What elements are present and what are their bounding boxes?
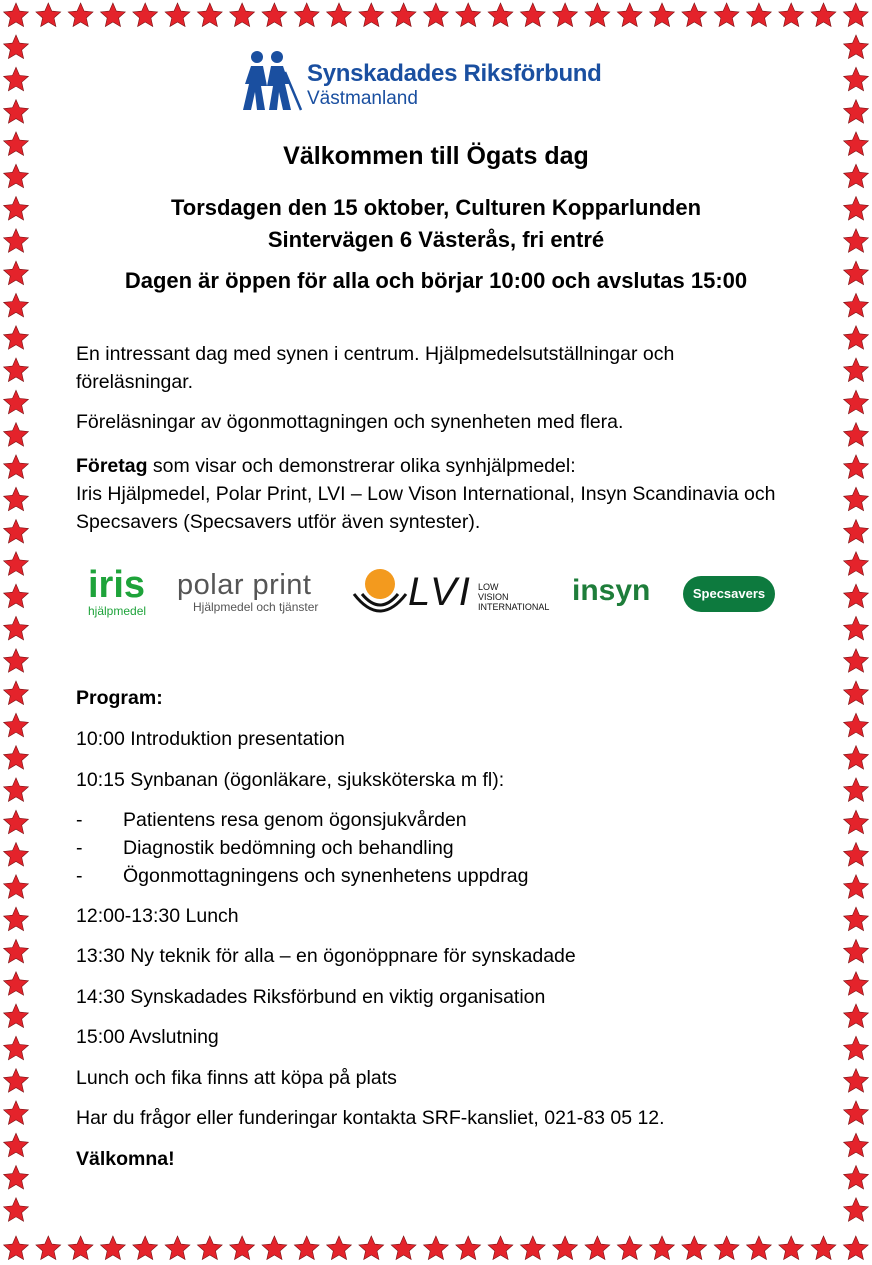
border-star-icon (133, 3, 158, 27)
border-star-icon (650, 3, 675, 27)
border-star-icon (101, 3, 126, 27)
program-item-lunch: 12:00-13:30 Lunch (76, 905, 239, 927)
program-sub-item (76, 834, 796, 862)
border-star-icon (4, 843, 29, 867)
border-star-icon (294, 3, 319, 27)
srf-logo (237, 50, 657, 114)
border-star-icon (844, 229, 869, 253)
lvi-logo-word: LVI (408, 570, 472, 614)
flyer-page (32, 32, 840, 1233)
event-date-line: Torsdagen den 15 oktober, Culturen Kopparlunden (170, 195, 702, 220)
border-star-icon (4, 1036, 29, 1060)
border-star-icon (4, 1166, 29, 1190)
lvi-sub-low: LOW (478, 582, 499, 592)
border-star-icon (811, 1236, 836, 1260)
border-star-icon (4, 746, 29, 770)
program-sub-item (76, 862, 796, 890)
border-star-icon (4, 1198, 29, 1222)
border-star-icon (844, 132, 869, 156)
iris-logo (88, 566, 146, 618)
border-star-icon (4, 1236, 29, 1260)
border-star-icon (844, 326, 869, 350)
border-star-icon (4, 875, 29, 899)
border-star-icon (488, 3, 513, 27)
program-sub-item-text: Ögonmottagningens och synenhetens uppdrag (123, 865, 529, 887)
border-star-icon (844, 455, 869, 479)
border-star-icon (4, 552, 29, 576)
border-star-icon (844, 552, 869, 576)
border-star-icon (844, 390, 869, 414)
border-star-icon (844, 1004, 869, 1028)
border-star-icon (4, 939, 29, 963)
iris-logo-word: iris (88, 564, 146, 606)
specsavers-logo (683, 576, 775, 612)
border-star-icon (4, 810, 29, 834)
org-name: Synskadades Riksförbund (307, 60, 602, 87)
border-star-icon (844, 649, 869, 673)
polar-print-logo (177, 570, 318, 614)
border-star-icon (520, 3, 545, 27)
border-star-icon (844, 261, 869, 285)
border-star-icon (359, 3, 384, 27)
border-star-icon (844, 423, 869, 447)
border-star-icon (36, 3, 61, 27)
border-star-icon (682, 3, 707, 27)
insyn-logo-word: insyn (572, 574, 651, 607)
border-star-icon (4, 1133, 29, 1157)
food-note: Lunch och fika finns att köpa på plats (76, 1067, 397, 1089)
border-star-icon (844, 197, 869, 221)
border-star-icon (844, 164, 869, 188)
border-star-icon (424, 1236, 449, 1260)
border-star-icon (4, 423, 29, 447)
border-star-icon (4, 907, 29, 931)
border-star-icon (4, 713, 29, 737)
border-star-icon (230, 3, 255, 27)
border-star-icon (68, 1236, 93, 1260)
polar-print-logo-word: polar print (177, 569, 312, 601)
border-star-icon (456, 3, 481, 27)
border-star-icon (36, 1236, 61, 1260)
border-star-icon (359, 1236, 384, 1260)
border-star-icon (4, 778, 29, 802)
border-star-icon (844, 520, 869, 544)
border-star-icon (585, 1236, 610, 1260)
border-star-icon (4, 261, 29, 285)
border-star-icon (844, 1166, 869, 1190)
sponsor-logos (76, 560, 796, 630)
border-star-icon (197, 3, 222, 27)
border-star-icon (844, 584, 869, 608)
border-star-icon (4, 1069, 29, 1093)
border-star-icon (844, 293, 869, 317)
border-star-icon (650, 1236, 675, 1260)
program-item-1500: 15:00 Avslutning (76, 1026, 219, 1048)
border-star-icon (844, 67, 869, 91)
border-star-icon (4, 132, 29, 156)
closing-greeting: Välkomna! (76, 1148, 175, 1170)
border-star-icon (843, 1236, 868, 1260)
border-star-icon (844, 681, 869, 705)
border-star-icon (844, 1101, 869, 1125)
border-star-icon (230, 1236, 255, 1260)
border-star-icon (4, 293, 29, 317)
border-star-icon (4, 487, 29, 511)
border-star-icon (327, 3, 352, 27)
border-star-icon (294, 1236, 319, 1260)
border-star-icon (4, 681, 29, 705)
event-date-place (32, 192, 840, 256)
border-star-icon (844, 1133, 869, 1157)
border-star-icon (844, 843, 869, 867)
specsavers-logo-word: Specsavers (683, 576, 775, 612)
lectures-paragraph: Föreläsningar av ögonmottagningen och synenheten med flera. (76, 411, 624, 433)
border-star-icon (779, 3, 804, 27)
border-star-icon (811, 3, 836, 27)
border-star-icon (262, 3, 287, 27)
border-star-icon (4, 390, 29, 414)
border-star-icon (585, 3, 610, 27)
companies-paragraph (76, 452, 796, 536)
border-star-icon (133, 1236, 158, 1260)
page-title: Välkommen till Ögats dag (283, 142, 589, 170)
border-star-icon (4, 520, 29, 544)
border-star-icon (165, 3, 190, 27)
dash-marker: - (76, 865, 83, 887)
border-star-icon (391, 1236, 416, 1260)
border-star-icon (327, 1236, 352, 1260)
lvi-sub-international: INTERNATIONAL (478, 602, 550, 612)
border-star-icon (553, 3, 578, 27)
border-star-icon (4, 972, 29, 996)
border-star-icon (844, 972, 869, 996)
border-star-icon (520, 1236, 545, 1260)
border-star-icon (844, 875, 869, 899)
border-star-icon (747, 1236, 772, 1260)
border-star-icon (844, 810, 869, 834)
border-star-icon (844, 35, 869, 59)
border-star-icon (4, 1004, 29, 1028)
program-sub-item-text: Diagnostik bedömning och behandling (123, 837, 454, 859)
border-star-icon (4, 1101, 29, 1125)
border-star-icon (844, 1036, 869, 1060)
border-star-icon (424, 3, 449, 27)
srf-logo-figures-icon (237, 50, 303, 112)
iris-logo-subtitle: hjälpmedel (88, 604, 147, 618)
border-star-icon (4, 197, 29, 221)
lvi-sun-icon (350, 568, 410, 618)
opening-hours: Dagen är öppen för alla och börjar 10:00 och avslutas 15:00 (124, 268, 748, 293)
border-star-icon (553, 1236, 578, 1260)
border-star-icon (4, 229, 29, 253)
border-star-icon (844, 778, 869, 802)
border-star-icon (4, 584, 29, 608)
border-star-icon (844, 487, 869, 511)
companies-list: Iris Hjälpmedel, Polar Print, LVI – Low Vison International, Insyn Scandinavia och Specsavers (Specsavers utför även syntester). (76, 483, 776, 533)
org-region: Västmanland (307, 88, 418, 109)
border-star-icon (4, 67, 29, 91)
border-star-icon (714, 1236, 739, 1260)
intro-paragraph: En intressant dag med synen i centrum. Hjälpmedelsutställningar och föreläsningar. (76, 343, 675, 393)
border-star-icon (844, 746, 869, 770)
border-star-icon (4, 164, 29, 188)
border-star-icon (844, 1069, 869, 1093)
border-star-icon (101, 1236, 126, 1260)
border-star-icon (456, 1236, 481, 1260)
border-star-icon (4, 100, 29, 124)
border-star-icon (682, 1236, 707, 1260)
border-star-icon (4, 326, 29, 350)
dash-marker: - (76, 809, 83, 831)
program-item-1330: 13:30 Ny teknik för alla – en ögonöppnare för synskadade (76, 945, 576, 967)
border-star-icon (714, 3, 739, 27)
border-star-icon (4, 3, 29, 27)
border-star-icon (391, 3, 416, 27)
border-star-icon (4, 358, 29, 382)
border-star-icon (844, 907, 869, 931)
program-sub-item-text: Patientens resa genom ögonsjukvården (123, 809, 467, 831)
star-border-left (0, 32, 32, 1233)
program-sub-item (76, 806, 796, 834)
border-star-icon (844, 100, 869, 124)
border-star-icon (844, 358, 869, 382)
border-star-icon (779, 1236, 804, 1260)
companies-label: Företag (76, 455, 148, 477)
event-address-line: Sintervägen 6 Västerås, fri entré (267, 227, 605, 252)
border-star-icon (843, 3, 868, 27)
polar-print-logo-subtitle: Hjälpmedel och tjänster (193, 600, 319, 614)
program-item-1015: 10:15 Synbanan (ögonläkare, sjuksköterska m fl): (76, 769, 505, 791)
border-star-icon (488, 1236, 513, 1260)
program-item-1000: 10:00 Introduktion presentation (76, 728, 345, 750)
star-border-right (840, 32, 872, 1233)
star-border-top (0, 0, 872, 32)
border-star-icon (617, 1236, 642, 1260)
border-star-icon (844, 713, 869, 737)
border-star-icon (4, 455, 29, 479)
companies-intro: som visar och demonstrerar olika synhjälpmedel: (147, 455, 576, 477)
lvi-logo-subtitle (478, 582, 549, 612)
border-star-icon (165, 1236, 190, 1260)
border-star-icon (844, 939, 869, 963)
border-star-icon (4, 35, 29, 59)
border-star-icon (197, 1236, 222, 1260)
dash-marker: - (76, 837, 83, 859)
border-star-icon (747, 3, 772, 27)
border-star-icon (844, 616, 869, 640)
lvi-logo (350, 568, 556, 624)
insyn-logo (572, 574, 650, 608)
border-star-icon (844, 1198, 869, 1222)
border-star-icon (262, 1236, 287, 1260)
border-star-icon (4, 649, 29, 673)
program-item-1430: 14:30 Synskadades Riksförbund en viktig organisation (76, 986, 546, 1008)
border-star-icon (4, 616, 29, 640)
lvi-sub-vision: VISION (478, 592, 509, 602)
contact-info: Har du frågor eller funderingar kontakta SRF-kansliet, 021-83 05 12. (76, 1107, 665, 1129)
program-heading: Program: (76, 687, 163, 709)
border-star-icon (68, 3, 93, 27)
border-star-icon (617, 3, 642, 27)
star-border-bottom (0, 1233, 872, 1265)
